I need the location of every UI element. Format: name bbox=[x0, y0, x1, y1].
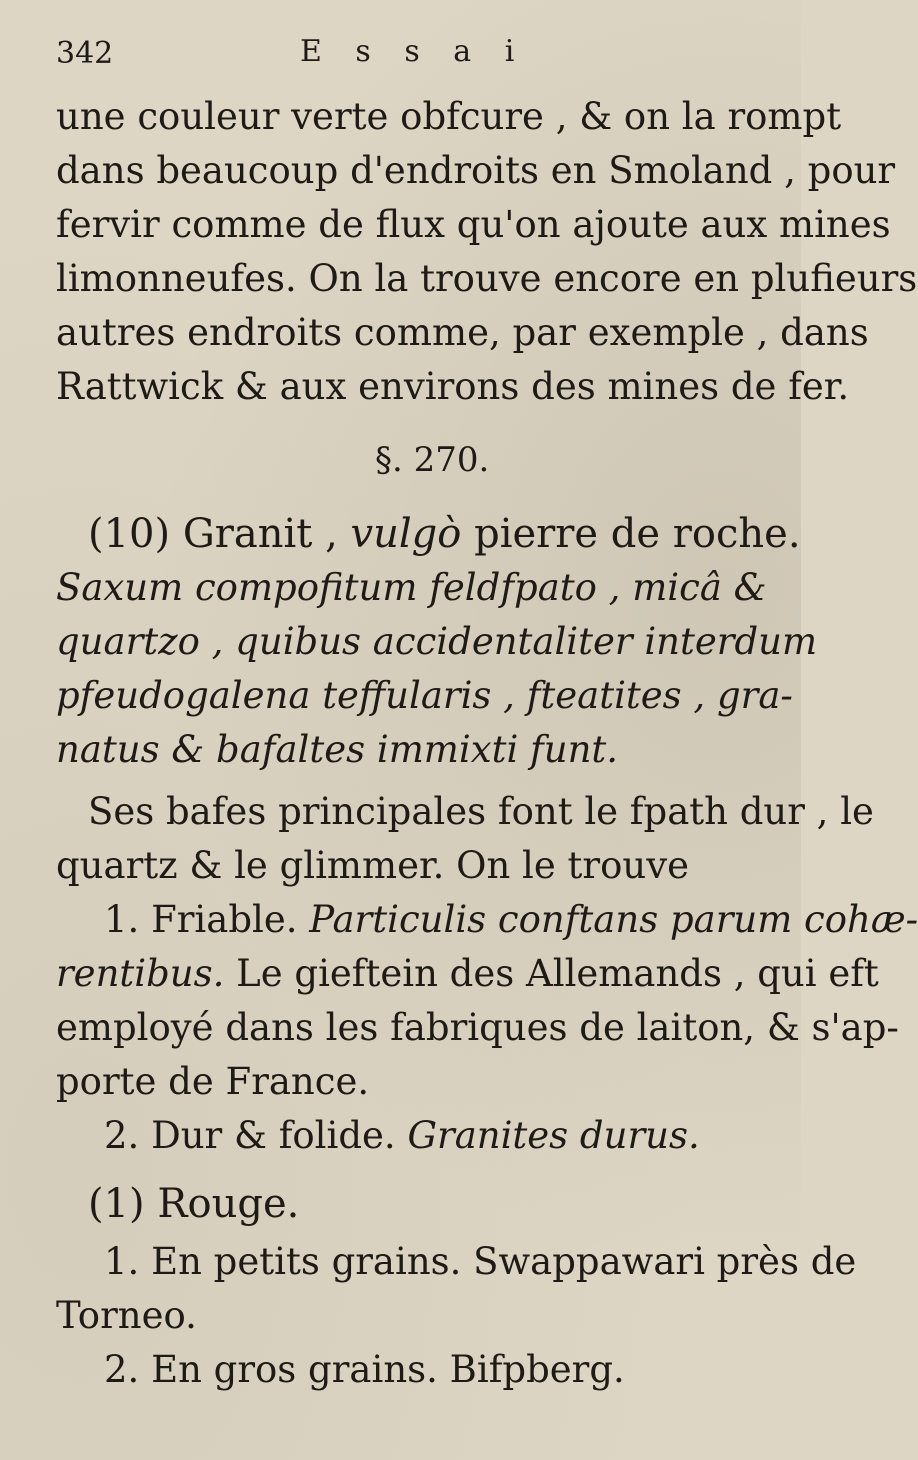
latin-line-2: quartzo , quibus accidentaliter interdum bbox=[56, 620, 818, 663]
page-number: 342 bbox=[56, 36, 114, 71]
running-title: E s s a i bbox=[300, 34, 527, 69]
entry-number: (10) bbox=[88, 511, 171, 557]
latin-line-4: natus & bafaltes immixti funt. bbox=[56, 728, 619, 771]
para1-line-1: une couleur verte obfcure , & on la rompt bbox=[56, 95, 842, 138]
entry-vulgo: vulgò bbox=[350, 511, 462, 557]
item2-line bbox=[104, 1114, 700, 1158]
item1-label: 1. Friable. bbox=[104, 898, 298, 941]
entry-name: Granit , bbox=[182, 511, 338, 557]
entry-common-name: pierre de roche. bbox=[474, 511, 801, 557]
item1-latin: Particulis conftans parum cohæ- bbox=[309, 898, 918, 941]
sub-item1-line-2: Torneo. bbox=[56, 1294, 197, 1337]
para1-line-3: fervir comme de flux qu'on ajoute aux mines bbox=[56, 203, 891, 246]
item1-line-4: porte de France. bbox=[56, 1060, 370, 1103]
para1-line-4: limonneufes. On la trouve encore en plufieurs bbox=[56, 257, 918, 300]
item2-label: 2. Dur & folide. bbox=[104, 1114, 396, 1157]
para2-line-2: quartz & le glimmer. On le trouve bbox=[56, 844, 690, 887]
latin-line-1: Saxum compofitum feldfpato , micâ & bbox=[56, 566, 767, 609]
item1-text: Le gieftein des Allemands , qui eft bbox=[236, 952, 879, 995]
sub-item1-line-1: 1. En petits grains. Swappawari près de bbox=[104, 1240, 857, 1283]
sub-item2-line: 2. En gros grains. Bifpberg. bbox=[104, 1348, 625, 1391]
para2-line-1: Ses bafes principales font le fpath dur , le bbox=[88, 790, 874, 833]
para1-line-5: autres endroits comme, par exemple , dans bbox=[56, 311, 869, 354]
item1-line-1 bbox=[104, 898, 918, 942]
para1-line-6: Rattwick & aux environs des mines de fer. bbox=[56, 365, 850, 408]
item1-line-3: employé dans les fabriques de laiton, & s'ap- bbox=[56, 1006, 899, 1049]
entry-heading bbox=[88, 512, 801, 556]
item1-line-2 bbox=[56, 952, 879, 996]
latin-line-3: pfeudogalena teffularis , fteatites , gra- bbox=[56, 674, 793, 717]
item1-latin-cont: rentibus. bbox=[56, 952, 225, 995]
item2-latin: Granites durus. bbox=[407, 1114, 700, 1157]
sub-heading: (1) Rouge. bbox=[88, 1181, 300, 1227]
section-number: §. 270. bbox=[375, 440, 490, 480]
para1-line-2: dans beaucoup d'endroits en Smoland , pour bbox=[56, 149, 896, 192]
